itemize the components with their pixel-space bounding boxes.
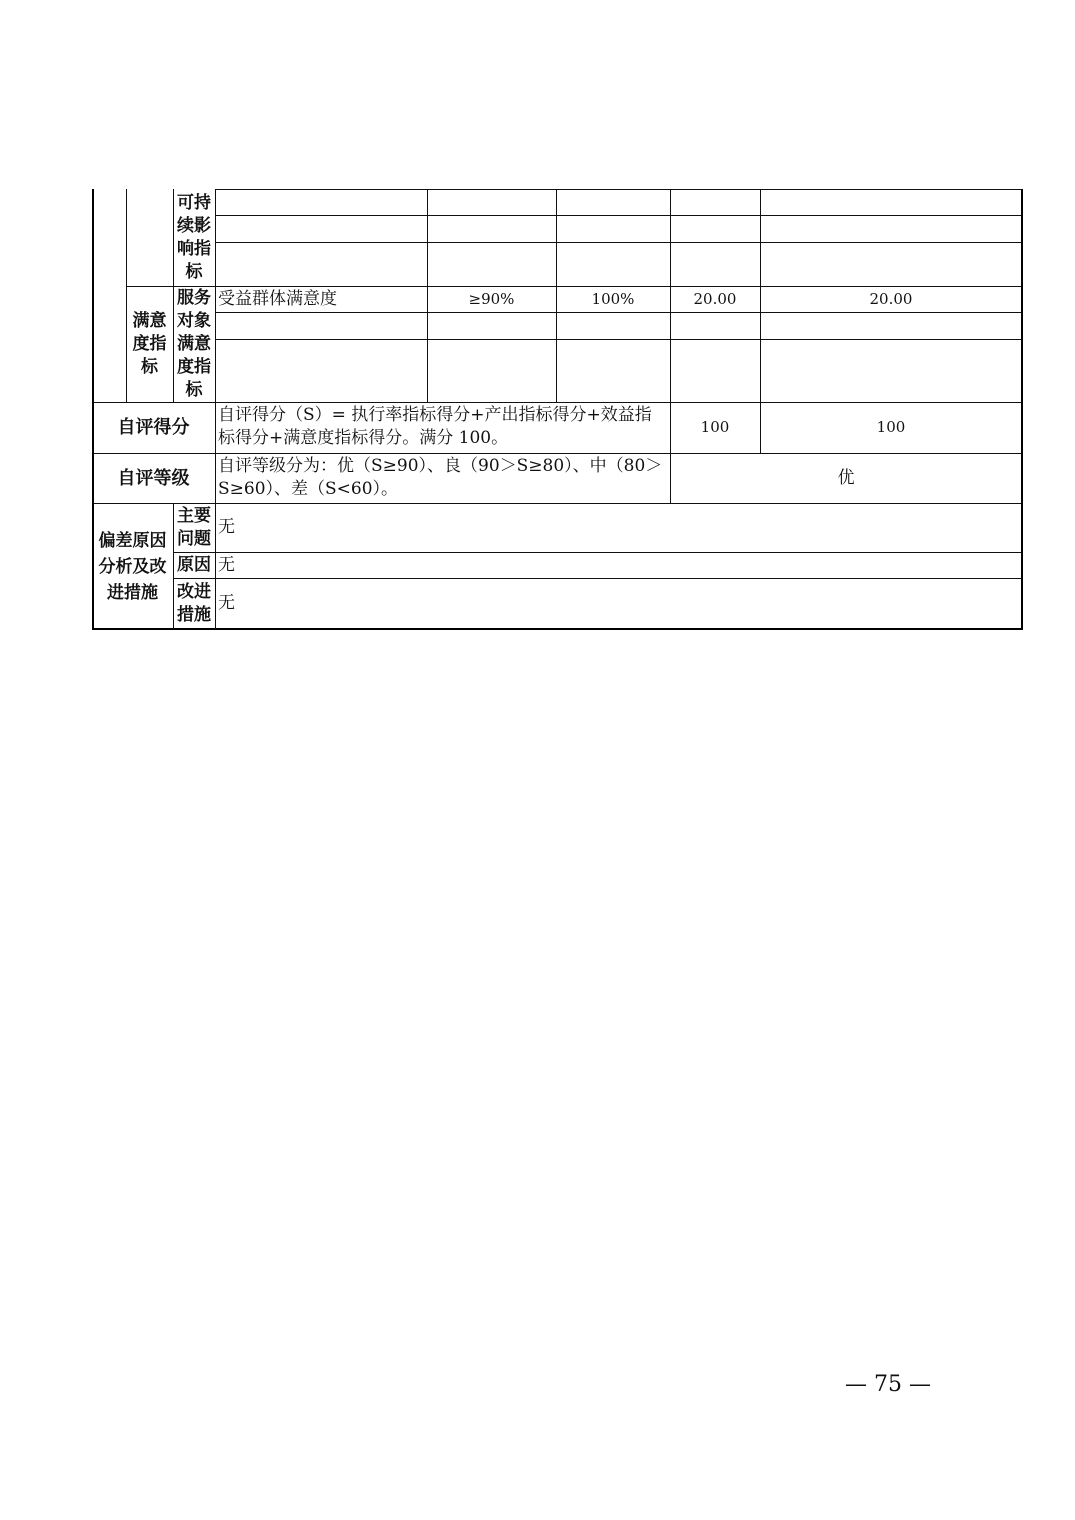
grid-line <box>173 578 1022 579</box>
self-grade-label: 自评等级 <box>117 467 190 489</box>
measure-value: 无 <box>218 593 235 613</box>
satisfaction-row-target: ≥90% <box>468 289 515 308</box>
grid-line <box>215 312 1022 313</box>
self-grade-description: 自评等级分为：优（S≥90）、良（90＞S≥80）、中（80＞S≥60）、差（S<60）。 <box>218 456 663 499</box>
grid-line <box>215 215 1022 216</box>
deviation-analysis-label: 偏差原因分析及改进措施 <box>98 530 167 603</box>
satisfaction-row-actual: 100% <box>591 289 635 308</box>
grid-line <box>1021 189 1023 630</box>
self-grade-value: 优 <box>837 467 855 488</box>
reason-value: 无 <box>218 554 235 575</box>
grid-line <box>92 453 1022 454</box>
self-score-description: 自评得分（S）= 执行率指标得分+产出指标得分+效益指标得分+满意度指标得分。满分 100。 <box>218 405 652 448</box>
grid-line <box>215 242 1022 243</box>
satisfaction-row-weight: 20.00 <box>693 289 737 308</box>
sustainability-indicator-label: 可持续影响指标 <box>177 192 211 282</box>
self-score-value: 100 <box>700 417 730 436</box>
grid-line <box>173 503 174 629</box>
grid-line <box>670 189 671 503</box>
self-score-total: 100 <box>876 417 906 436</box>
grid-line <box>427 189 428 402</box>
self-score-label: 自评得分 <box>117 416 190 438</box>
satisfaction-category-label: 满意度指标 <box>132 310 167 377</box>
service-satisfaction-indicator-label: 服务对象满意度指标 <box>177 287 211 400</box>
grid-line <box>215 339 1022 340</box>
grid-line <box>215 189 1022 190</box>
grid-line <box>760 189 761 453</box>
reason-label: 原因 <box>177 554 211 575</box>
grid-line <box>92 402 1022 403</box>
grid-line <box>173 189 174 402</box>
main-problem-value: 无 <box>218 516 235 537</box>
main-problem-label: 主要问题 <box>177 506 211 549</box>
grid-line <box>92 189 94 630</box>
page-number: — 75 — <box>845 1371 931 1397</box>
grid-line <box>92 503 1022 504</box>
satisfaction-row-score: 20.00 <box>869 289 913 308</box>
grid-line <box>556 189 557 402</box>
grid-line <box>92 628 1022 630</box>
grid-line <box>173 552 1022 553</box>
grid-line <box>126 189 127 402</box>
grid-line <box>215 189 216 629</box>
measure-label: 改进措施 <box>177 581 211 625</box>
grid-line <box>126 286 1022 287</box>
satisfaction-row-name: 受益群体满意度 <box>218 288 337 309</box>
performance-table <box>92 189 1022 629</box>
